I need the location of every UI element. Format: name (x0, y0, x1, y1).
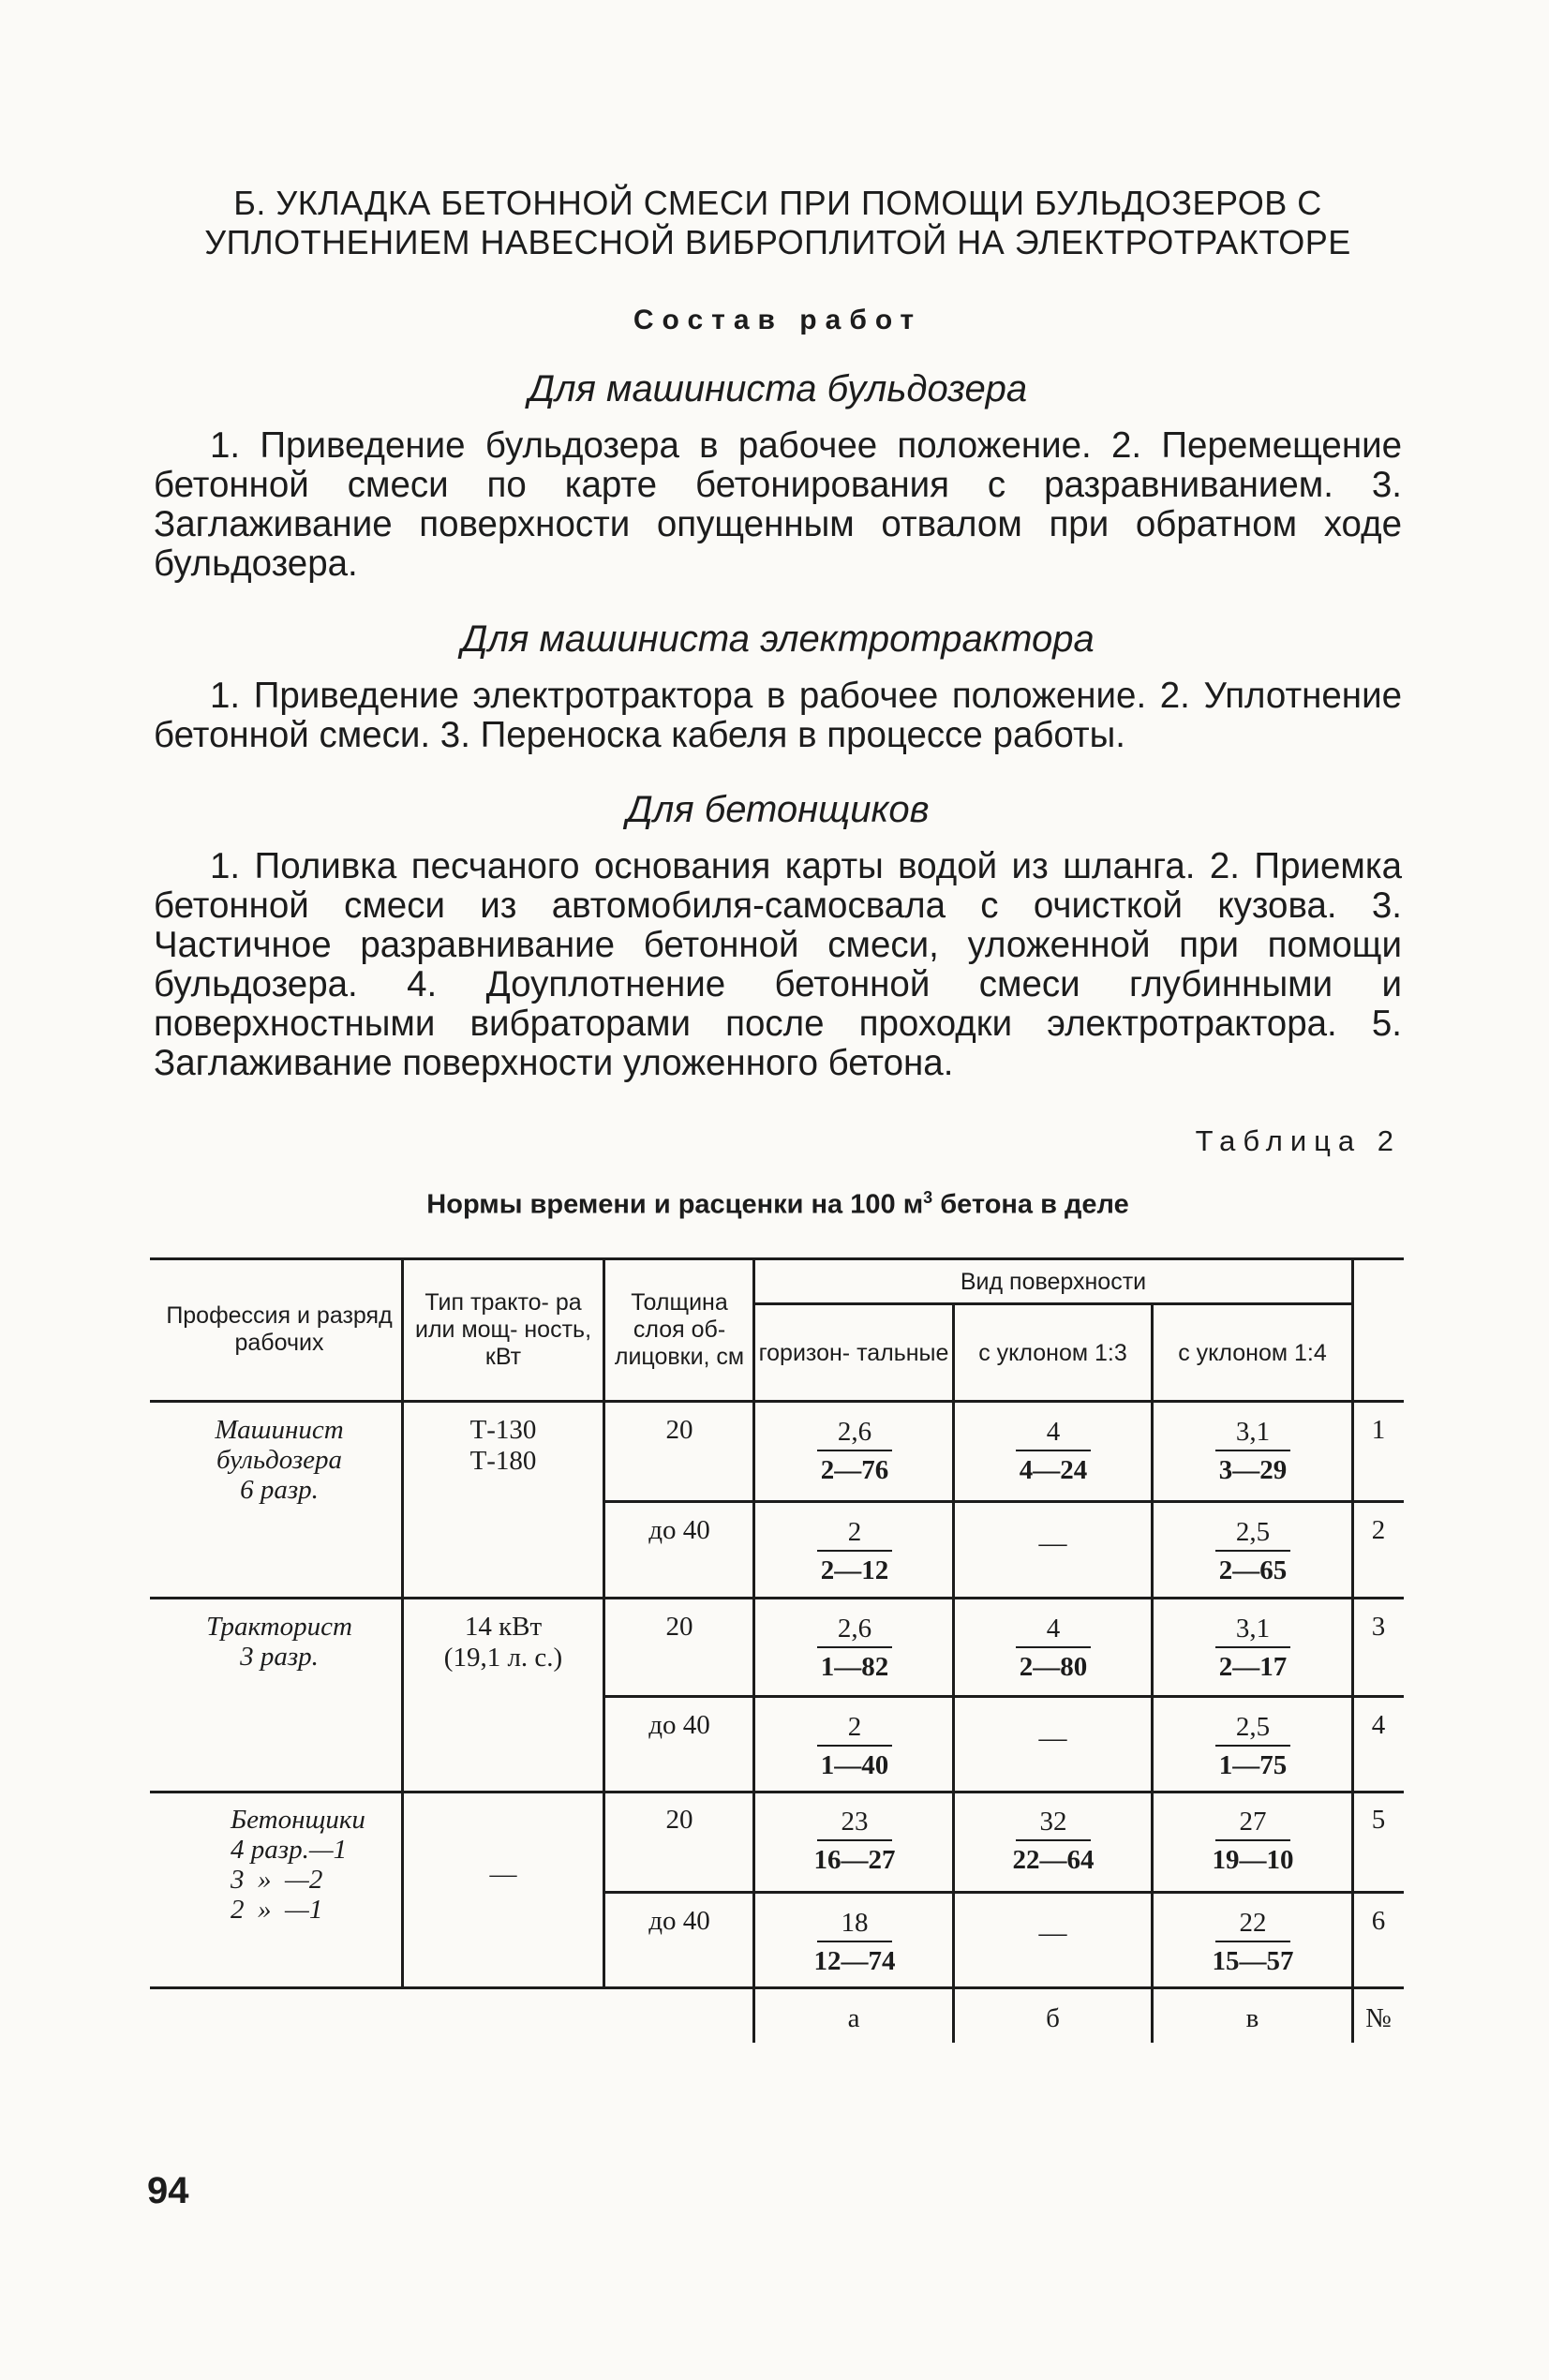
row-number: 4 (1371, 1710, 1386, 1740)
column-number-sign: № (1365, 2003, 1392, 2033)
tractor-cell-bulldozer (407, 1415, 600, 1477)
column-letter-b: б (1046, 2003, 1060, 2033)
fraction-cell (958, 1807, 1149, 1876)
fraction-numerator: 27 (1215, 1807, 1290, 1841)
header-thickness: Толщина слоя об- лицовки, см (614, 1288, 745, 1370)
role-text-electrotractor: 1. Приведение электротрактора в рабочее положение. 2. Уплотнение бетонной смеси. 3. Переноска кабеля в процессе работы. (154, 676, 1402, 755)
fraction-numerator: 23 (817, 1807, 892, 1841)
row-number: 1 (1371, 1415, 1386, 1445)
tractor-cell-concrete-workers: — (489, 1859, 517, 1889)
row-rule-2 (605, 1695, 1404, 1698)
row-number: 3 (1371, 1612, 1386, 1642)
fraction-denominator: 4—24 (1019, 1455, 1088, 1485)
fraction-cell (958, 1614, 1149, 1683)
fraction-cell (1156, 1908, 1349, 1977)
fraction-denominator: 2—12 (820, 1555, 889, 1585)
page-number: 94 (147, 2170, 189, 2211)
fraction-numerator: 22 (1215, 1908, 1290, 1942)
fraction-cell (1156, 1417, 1349, 1486)
table-label: Таблица 2 (1195, 1124, 1401, 1157)
col-rule-2 (603, 1257, 605, 1986)
section-title (150, 184, 1406, 262)
tractor-line: Т-180 (469, 1446, 537, 1476)
role-heading-concrete-workers: Для бетонщиков (626, 789, 930, 830)
table-caption (150, 1188, 1406, 1221)
fraction-cell (759, 1908, 950, 1977)
group-rule-2 (150, 1791, 1404, 1793)
table-top-rule (150, 1257, 1404, 1260)
fraction-numerator: 2 (817, 1517, 892, 1552)
fraction-numerator: 32 (1016, 1807, 1091, 1841)
col-rule-1 (401, 1257, 404, 1986)
header-horizontal: горизон- тальные (758, 1339, 949, 1366)
table-bottom-rule (150, 1986, 1404, 1989)
tractor-line: Т-130 (469, 1415, 537, 1445)
role-line: 2 » —1 (231, 1895, 323, 1925)
thickness-cell: до 40 (648, 1710, 710, 1740)
role-text-concrete-workers: 1. Поливка песчаного основания карты водой из шланга. 2. Приемка бетонной смеси из автомобиля-самосвала с очисткой кузова. 3. Частичное разравнивание бетонной смеси, уложенной при помощи бульдозера. 4. Доуплотнение бетонной смеси глубинными и поверхностными вибраторами после проходки электротрактора. 5. Заглаживание поверхности уложенного бетона. (154, 846, 1402, 1083)
role-cell-concrete-workers (159, 1805, 399, 1925)
thickness-cell: 20 (665, 1415, 693, 1445)
role-cell-bulldozer (159, 1415, 399, 1505)
fraction-cell (958, 1417, 1149, 1486)
section-title-line-1: Б. УКЛАДКА БЕТОННОЙ СМЕСИ ПРИ ПОМОЩИ БУЛЬДОЗЕРОВ С (233, 184, 1322, 222)
fraction-denominator: 1—40 (820, 1750, 889, 1780)
fraction-denominator: 15—57 (1212, 1946, 1294, 1976)
fraction-cell (759, 1517, 950, 1586)
fraction-denominator: 22—64 (1012, 1845, 1095, 1875)
table-caption-tail: бетона в деле (932, 1189, 1129, 1220)
header-bottom-rule (150, 1400, 1404, 1403)
role-line: 3 » —2 (231, 1865, 323, 1895)
column-letter-c: в (1245, 2003, 1259, 2033)
row-number: 2 (1371, 1515, 1386, 1545)
fraction-numerator: 2,6 (817, 1417, 892, 1451)
role-line: Бетонщики (231, 1805, 365, 1835)
fraction-cell (1156, 1517, 1349, 1586)
fraction-cell (759, 1807, 950, 1876)
fraction-denominator: 1—75 (1218, 1750, 1288, 1780)
fraction-cell (759, 1614, 950, 1683)
fraction-cell (1156, 1712, 1349, 1781)
fraction-denominator: 2—65 (1218, 1555, 1288, 1585)
header-slope-1-4: с уклоном 1:4 (1178, 1339, 1327, 1366)
header-slope-1-3: с уклоном 1:3 (978, 1339, 1127, 1366)
thickness-cell: 20 (665, 1805, 693, 1835)
thickness-cell: 20 (665, 1612, 693, 1642)
empty-value-dash: — (1038, 1527, 1067, 1558)
role-line: 3 разр. (240, 1642, 319, 1672)
fraction-numerator: 3,1 (1215, 1614, 1290, 1648)
fraction-numerator: 2,6 (817, 1614, 892, 1648)
role-heading-bulldozer: Для машиниста бульдозера (528, 368, 1028, 409)
fraction-numerator: 4 (1016, 1614, 1091, 1648)
thickness-cell: до 40 (648, 1906, 710, 1936)
fraction-cell (1156, 1614, 1349, 1683)
role-line: Тракторист (206, 1612, 352, 1642)
work-composition-heading: Состав работ (633, 305, 923, 335)
empty-value-dash: — (1038, 1917, 1067, 1948)
fraction-denominator: 2—80 (1019, 1652, 1088, 1682)
row-rule-1 (605, 1500, 1404, 1503)
fraction-cell (759, 1712, 950, 1781)
header-surface-type: Вид поверхности (960, 1268, 1147, 1295)
fraction-denominator: 12—74 (813, 1946, 896, 1976)
header-profession: Профессия и разряд рабочих (166, 1302, 393, 1356)
role-cell-tractorist (159, 1612, 399, 1672)
fraction-denominator: 19—10 (1212, 1845, 1294, 1875)
table-caption-superscript: 3 (923, 1188, 933, 1207)
role-line: 6 разр. (240, 1475, 319, 1505)
row-number: 6 (1371, 1906, 1386, 1936)
row-rule-3 (605, 1891, 1404, 1894)
role-line: бульдозера (216, 1445, 343, 1475)
role-line: Машинист (215, 1415, 344, 1445)
row-number: 5 (1371, 1805, 1386, 1835)
col-rule-6 (1351, 1257, 1354, 2043)
fraction-denominator: 2—76 (820, 1455, 889, 1485)
header-tractor-type: Тип тракто- ра или мощ- ность, кВт (414, 1288, 592, 1370)
fraction-numerator: 4 (1016, 1417, 1091, 1451)
surface-group-rule (754, 1302, 1354, 1305)
fraction-numerator: 3,1 (1215, 1417, 1290, 1451)
thickness-cell: до 40 (648, 1515, 710, 1545)
col-rule-5 (1151, 1302, 1154, 2043)
role-text-bulldozer: 1. Приведение бульдозера в рабочее положение. 2. Перемещение бетонной смеси по карте бетонирования с разравниванием. 3. Заглаживание поверхности опущенным отвалом при обратном ходе бульдозера. (154, 425, 1402, 584)
tractor-cell-tractorist (407, 1612, 600, 1673)
fraction-numerator: 2 (817, 1712, 892, 1747)
fraction-denominator: 16—27 (813, 1845, 896, 1875)
fraction-denominator: 3—29 (1218, 1455, 1288, 1485)
fraction-numerator: 18 (817, 1908, 892, 1942)
fraction-numerator: 2,5 (1215, 1517, 1290, 1552)
role-line: 4 разр.—1 (231, 1835, 348, 1865)
fraction-denominator: 1—82 (820, 1652, 889, 1682)
tractor-line: (19,1 л. с.) (443, 1643, 563, 1673)
empty-value-dash: — (1038, 1722, 1067, 1753)
tractor-line: 14 кВт (464, 1612, 543, 1642)
fraction-cell (1156, 1807, 1349, 1876)
role-heading-electrotractor: Для машиниста электротрактора (461, 618, 1095, 660)
group-rule-1 (150, 1597, 1404, 1599)
fraction-denominator: 2—17 (1218, 1652, 1288, 1682)
fraction-cell (759, 1417, 950, 1486)
table-caption-main: Нормы времени и расценки на 100 м (426, 1189, 924, 1220)
section-title-line-2: УПЛОТНЕНИЕМ НАВЕСНОЙ ВИБРОПЛИТОЙ НА ЭЛЕКТРОТРАКТОРЕ (204, 223, 1351, 261)
fraction-numerator: 2,5 (1215, 1712, 1290, 1747)
column-letter-a: а (847, 2003, 860, 2033)
